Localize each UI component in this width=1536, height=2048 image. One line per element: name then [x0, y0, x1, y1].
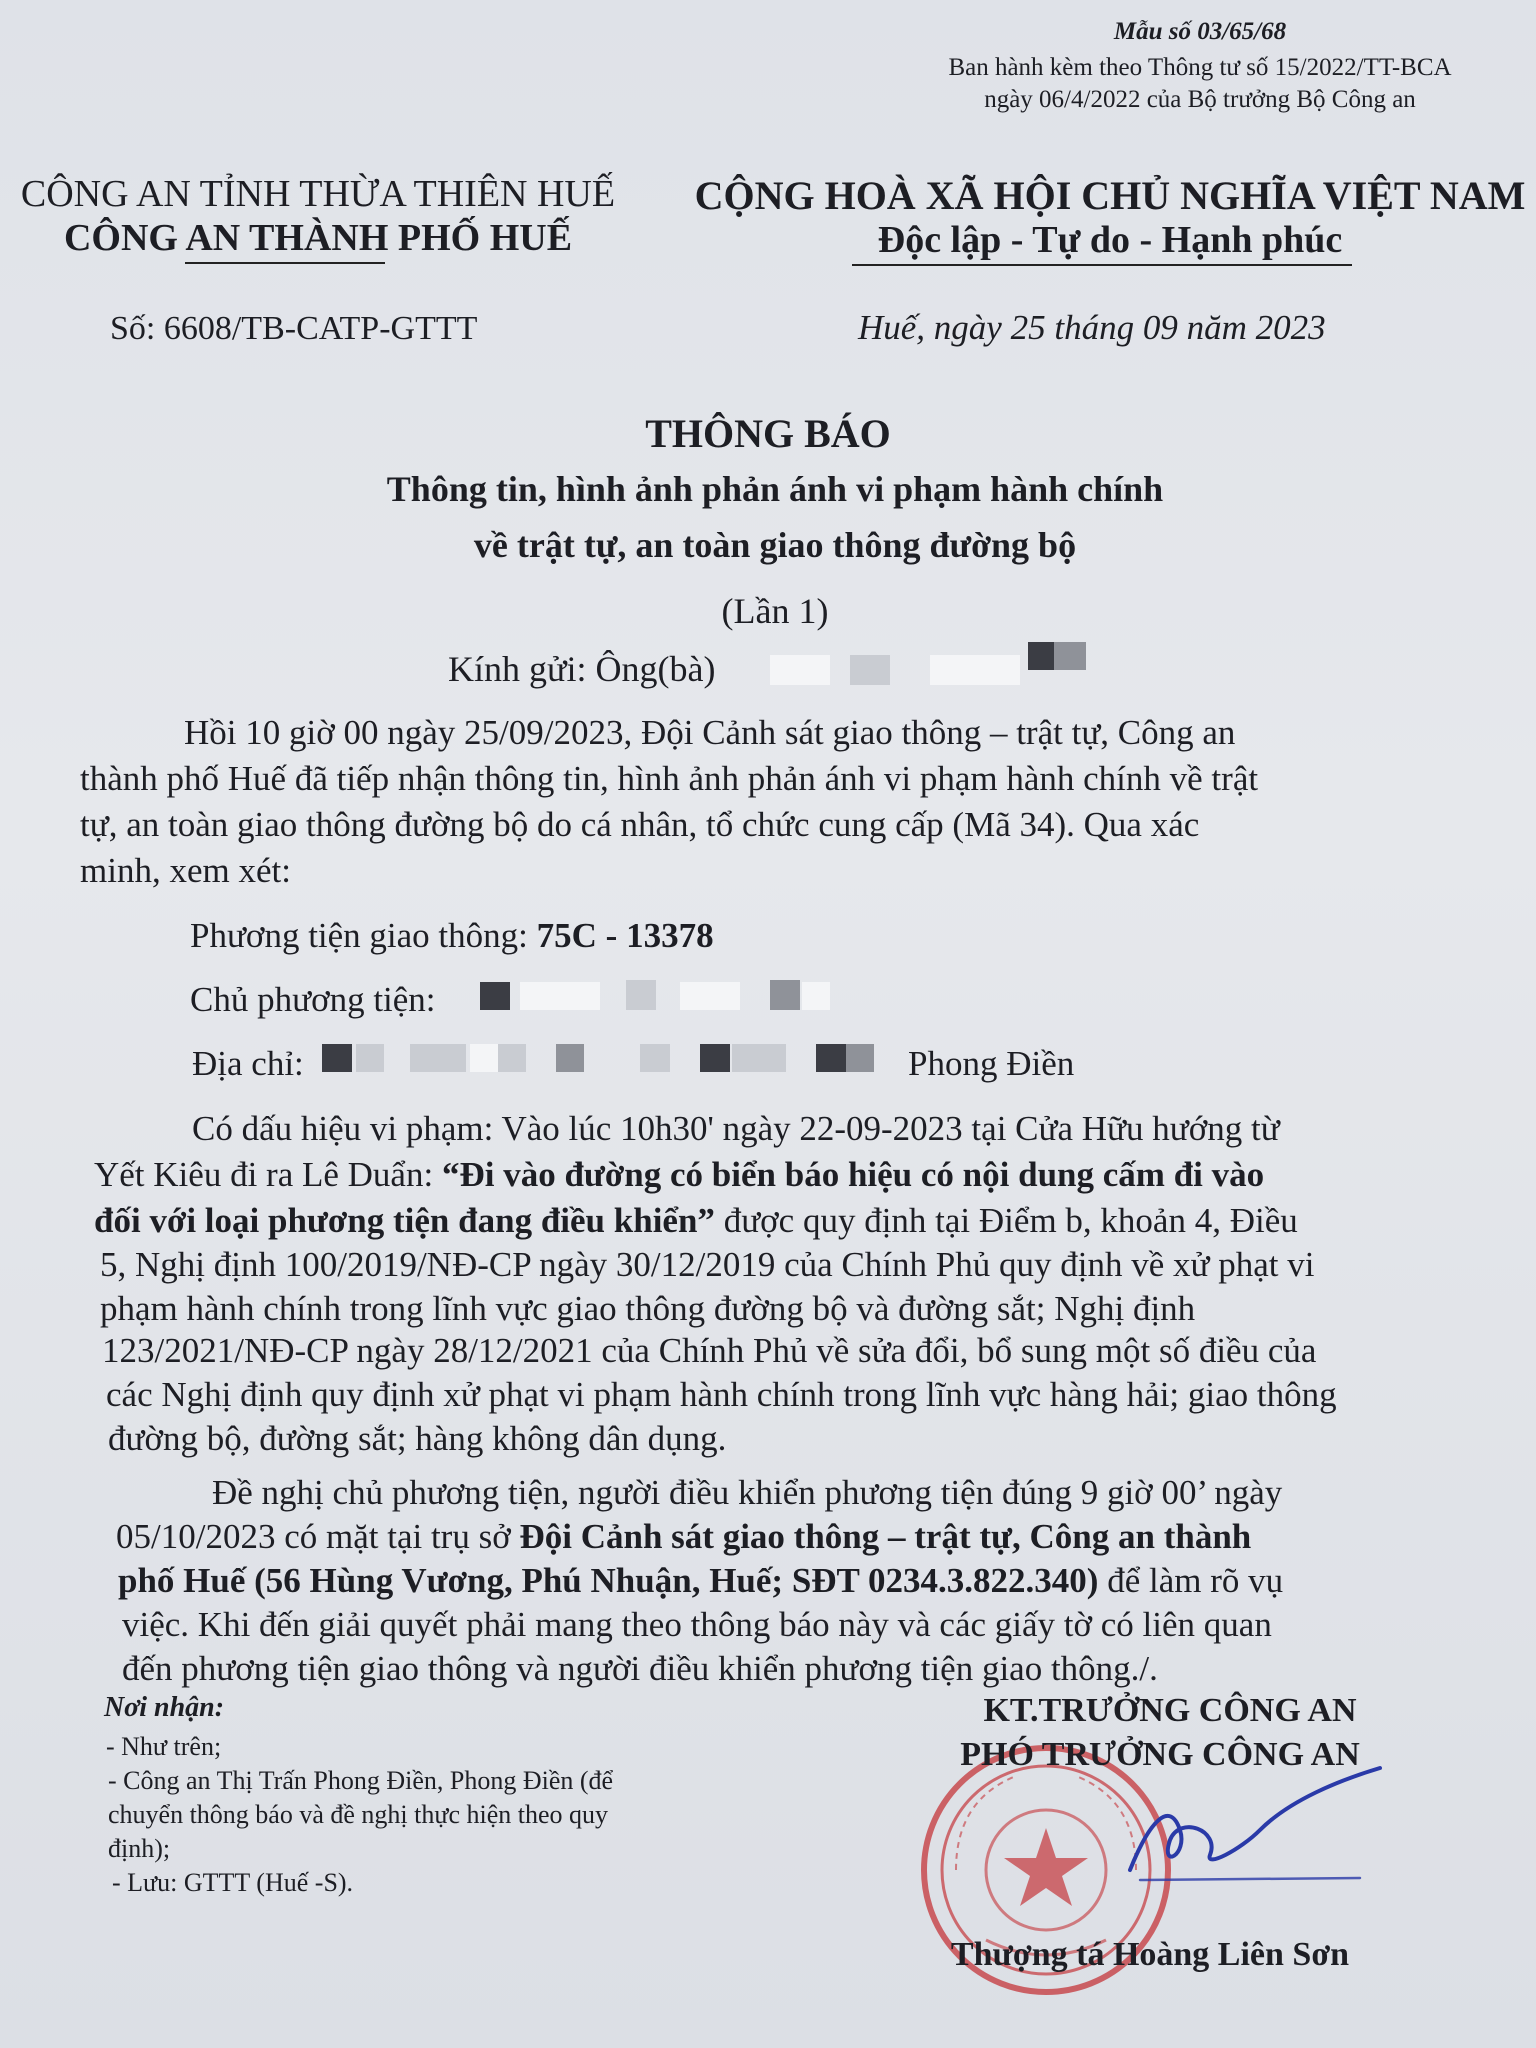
redaction-block — [498, 1044, 526, 1072]
redaction-block — [480, 982, 510, 1010]
recipients-item: chuyển thông báo và đề nghị thực hiện theo quy — [108, 1800, 609, 1829]
redaction-block — [850, 655, 890, 685]
document-title: THÔNG BÁO — [645, 411, 891, 456]
violation-text: Yết Kiêu đi ra Lê Duẩn: — [94, 1155, 442, 1194]
agency-name: CÔNG AN THÀNH PHỐ HUẾ — [63, 217, 573, 259]
agency-parent: CÔNG AN TỈNH THỪA THIÊN HUẾ — [20, 173, 616, 215]
recipient-label: Kính gửi: Ông(bà) — [448, 649, 716, 689]
violation-line: đường bộ, đường sắt; hàng không dân dụng. — [108, 1419, 727, 1458]
violation-line — [94, 1152, 1264, 1198]
document-subtitle-1: Thông tin, hình ảnh phản ánh vi phạm hành chính — [386, 469, 1164, 509]
recipients-title: Nơi nhận: — [104, 1692, 225, 1723]
intro-line: tự, an toàn giao thông đường bộ do cá nhân, tổ chức cung cấp (Mã 34). Qua xác — [80, 805, 1200, 844]
place-date: Huế, ngày 25 tháng 09 năm 2023 — [858, 308, 1326, 347]
redaction-block — [556, 1044, 584, 1072]
redaction-block — [626, 980, 656, 1010]
redaction-block — [680, 982, 740, 1010]
violation-line: 5, Nghị định 100/2019/NĐ-CP ngày 30/12/2019 của Chính Phủ quy định về xử phạt vi — [100, 1245, 1315, 1284]
request-line — [116, 1514, 1251, 1560]
intro-line: Hồi 10 giờ 00 ngày 25/09/2023, Đội Cảnh sát giao thông – trật tự, Công an — [184, 713, 1236, 752]
address-district: Phong Điền — [908, 1044, 1075, 1083]
intro-line: minh, xem xét: — [80, 851, 291, 890]
request-line: đến phương tiện giao thông và người điều khiển phương tiện giao thông./. — [122, 1649, 1158, 1688]
address-label: Địa chỉ: — [192, 1044, 304, 1083]
redaction-block — [732, 1044, 786, 1072]
violation-line: 123/2021/NĐ-CP ngày 28/12/2021 của Chính Phủ về sửa đổi, bổ sung một số điều của — [102, 1331, 1317, 1370]
owner-label: Chủ phương tiện: — [190, 980, 436, 1019]
request-line: Đề nghị chủ phương tiện, người điều khiển phương tiện đúng 9 giờ 00’ ngày — [212, 1473, 1283, 1512]
document-subtitle-2: về trật tự, an toàn giao thông đường bộ — [473, 525, 1077, 565]
recipients-item: định); — [108, 1834, 171, 1863]
handwritten-signature — [1110, 1760, 1390, 1890]
intro-line: thành phố Huế đã tiếp nhận thông tin, hình ảnh phản ánh vi phạm hành chính về trật — [80, 759, 1259, 798]
redaction-block — [322, 1044, 352, 1072]
violation-quote: “Đi vào đường có biển báo hiệu có nội dung cấm đi vào — [441, 1155, 1265, 1194]
redaction-block — [816, 1044, 846, 1072]
request-line: việc. Khi đến giải quyết phải mang theo thông báo này và các giấy tờ có liên quan — [122, 1605, 1272, 1644]
vehicle-label: Phương tiện giao thông: — [190, 916, 537, 955]
recipients-item: - Công an Thị Trấn Phong Điền, Phong Điền (để — [108, 1766, 614, 1795]
redaction-block — [802, 982, 830, 1010]
request-office: phố Huế (56 Hùng Vương, Phú Nhuận, Huế; SĐT 0234.3.822.340) — [118, 1561, 1099, 1600]
document-times: (Lần 1) — [721, 591, 829, 631]
redaction-block — [770, 655, 830, 685]
violation-quote: đối với loại phương tiện đang điều khiển” — [94, 1201, 715, 1240]
violation-line: các Nghị định quy định xử phạt vi phạm hành chính trong lĩnh vực hàng hải; giao thông — [106, 1375, 1337, 1414]
signer-name: Thượng tá Hoàng Liên Sơn — [950, 1936, 1350, 1973]
redaction-block — [930, 655, 1020, 685]
country-name: CỘNG HOÀ XÃ HỘI CHỦ NGHĨA VIỆT NAM — [694, 173, 1526, 218]
redaction-block — [700, 1044, 730, 1072]
document-number: Số: 6608/TB-CATP-GTTT — [110, 310, 478, 347]
recipients-item: - Lưu: GTTT (Huế -S). — [112, 1868, 354, 1897]
request-text: 05/10/2023 có mặt tại trụ sở — [116, 1517, 520, 1556]
redaction-block — [520, 982, 600, 1010]
request-line — [118, 1558, 1283, 1604]
redaction-block — [410, 1044, 466, 1072]
redaction-block — [770, 980, 800, 1010]
signature-title-2: PHÓ TRƯỞNG CÔNG AN — [960, 1736, 1360, 1773]
redaction-block — [1028, 642, 1054, 670]
request-office: Đội Cảnh sát giao thông – trật tự, Công an thành — [519, 1517, 1252, 1556]
vehicle-plate: 75C - 13378 — [536, 916, 714, 955]
country-motto: Độc lập - Tự do - Hạnh phúc — [877, 219, 1343, 261]
violation-line: phạm hành chính trong lĩnh vực giao thông đường bộ và đường sắt; Nghị định — [100, 1289, 1196, 1328]
violation-text: được quy định tại Điểm b, khoản 4, Điều — [714, 1201, 1298, 1240]
motto-underline — [852, 264, 1352, 266]
redaction-block — [470, 1044, 498, 1072]
vehicle-row — [190, 916, 714, 956]
form-number: Mẫu số 03/65/68 — [1113, 18, 1287, 45]
violation-line — [94, 1198, 1298, 1244]
redaction-block — [356, 1044, 384, 1072]
redaction-block — [846, 1044, 874, 1072]
form-issued-date: ngày 06/4/2022 của Bộ trưởng Bộ Công an — [984, 86, 1416, 113]
recipients-item: - Như trên; — [106, 1732, 222, 1761]
redaction-block — [640, 1044, 670, 1072]
form-issued-with: Ban hành kèm theo Thông tư số 15/2022/TT-BCA — [948, 54, 1452, 81]
request-text: để làm rõ vụ — [1098, 1561, 1284, 1600]
agency-underline — [185, 262, 385, 264]
signature-title-1: KT.TRƯỞNG CÔNG AN — [983, 1692, 1357, 1729]
redaction-block — [1054, 642, 1086, 670]
violation-line: Có dấu hiệu vi phạm: Vào lúc 10h30' ngày 22-09-2023 tại Cửa Hữu hướng từ — [192, 1109, 1280, 1148]
